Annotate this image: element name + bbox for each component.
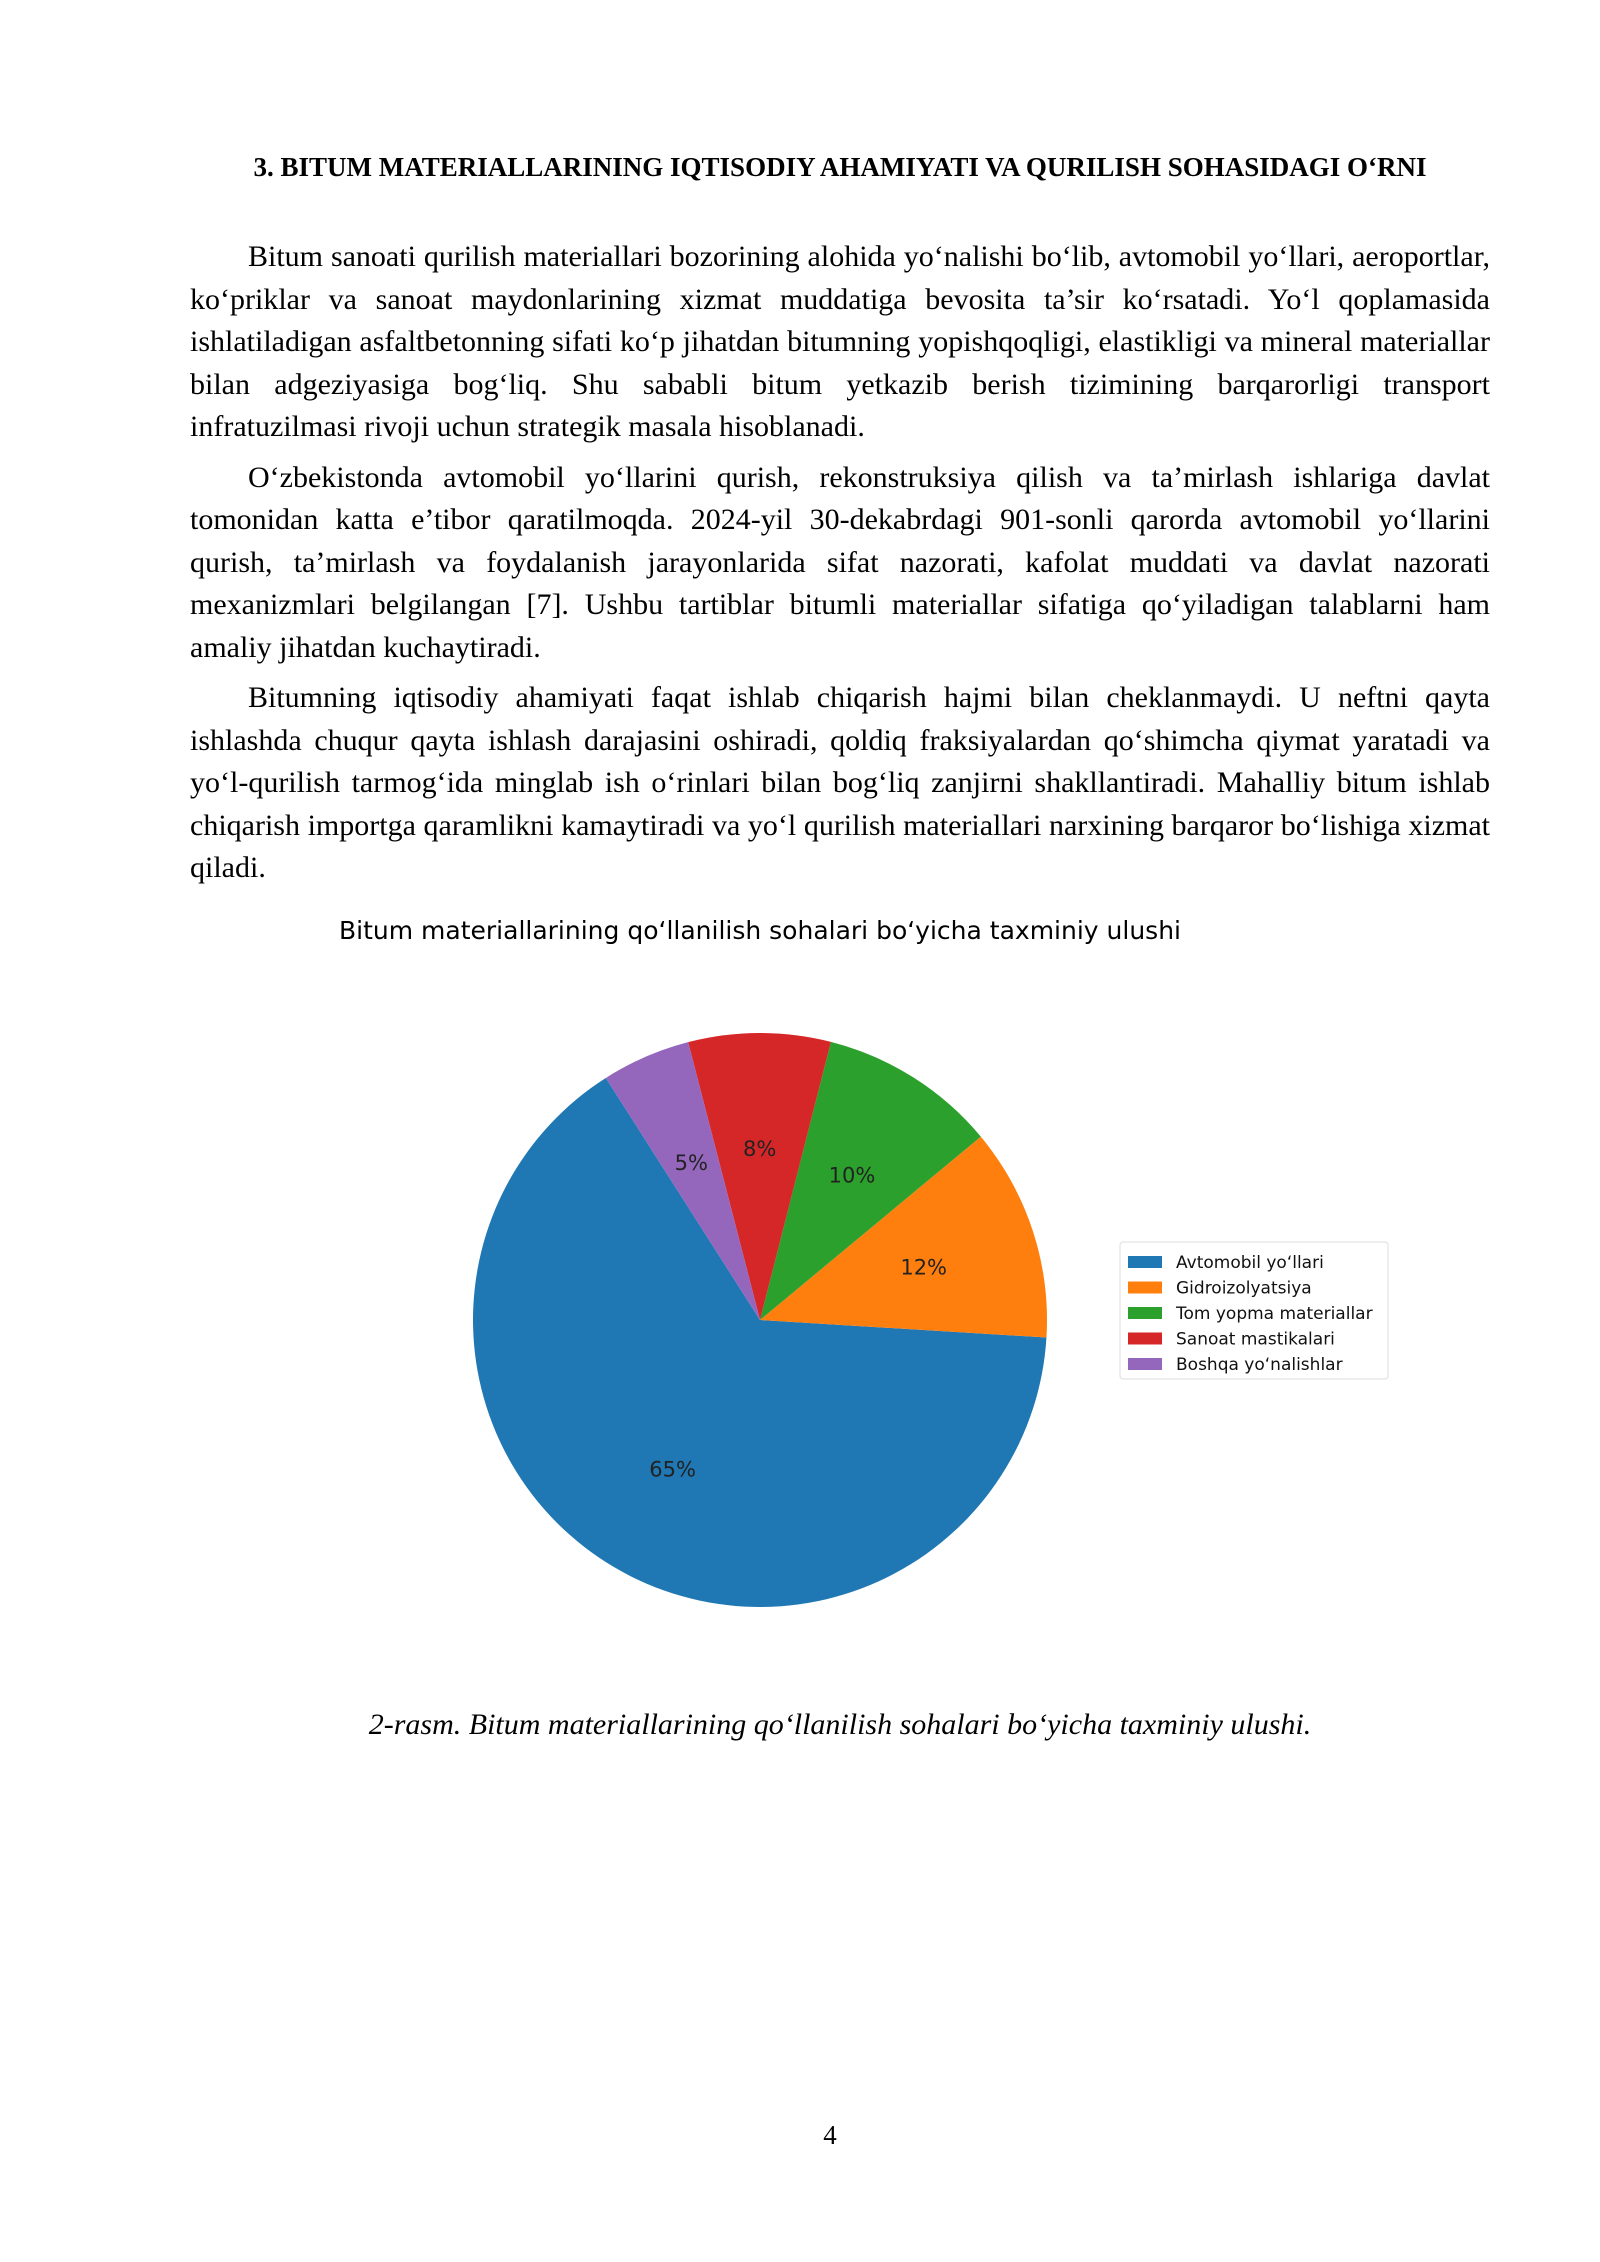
legend-label-4: Sanoat mastikalari (1176, 1329, 1335, 1350)
legend-swatch-4 (1128, 1333, 1162, 1345)
slice-label-1: 65% (649, 1457, 696, 1482)
pie-chart-svg (300, 905, 1420, 1625)
legend-swatch-1 (1128, 1256, 1162, 1268)
paragraph-2: O‘zbekistonda avtomobil yo‘llarini qurish, rekonstruksiya qilish va ta’mirlash ishlariga davlat tomonidan katta e’tibor qaratilmoqda. 2024-yil 30-dekabrdagi 901-sonli qarorda avtomobil yo‘llarini qurish, ta’mirlash va foydalanish jarayonlarida sifat nazorati, kafolat muddati va davlat nazorati mexanizmlari belgilangan [7]. Ushbu tartiblar bitumli materiallar sifatiga qo‘yiladigan talablarni ham amaliy jihatdan kuchaytiradi. (190, 460, 1490, 664)
pie-chart (300, 905, 1420, 1625)
legend-swatch-2 (1128, 1282, 1162, 1294)
page-number: 4 (823, 2120, 837, 2150)
slice-label-5: 5% (674, 1151, 708, 1176)
slice-label-3: 10% (828, 1163, 876, 1188)
legend-label-1: Avtomobil yo‘llari (1176, 1253, 1324, 1273)
slice-label-2: 12% (900, 1255, 948, 1280)
legend-label-5: Boshqa yo‘nalishlar (1176, 1355, 1343, 1375)
chart-legend (1120, 1242, 1388, 1379)
section-heading: 3. BITUM MATERIALLARINING IQTISODIY AHAMIYATI VA QURILISH SOHASIDAGI O‘RNI (253, 152, 1427, 182)
chart-title: Bitum materiallarining qo‘llanilish sohalari bo‘yicha taxminiy ulushi (339, 916, 1181, 945)
figure-caption: 2-rasm. Bitum materiallarining qo‘llanilish sohalari bo‘yicha taxminiy ulushi. (368, 1708, 1312, 1741)
legend-swatch-5 (1128, 1358, 1162, 1370)
paragraph-3: Bitumning iqtisodiy ahamiyati faqat ishlab chiqarish hajmi bilan cheklanmaydi. U neftni qayta ishlashda chuqur qayta ishlash darajasini oshiradi, qoldiq fraksiyalardan qo‘shimcha qiymat yaratadi va yo‘l-qurilish tarmog‘ida minglab ish o‘rinlari bilan bog‘liq zanjirni shakllantiradi. Mahalliy bitum ishlab chiqarish importga qaramlikni kamaytiradi va yo‘l qurilish materiallari narxining barqaror bo‘lishiga xizmat qiladi. (190, 681, 1490, 884)
body-text (190, 236, 1490, 898)
legend-swatch-3 (1128, 1307, 1162, 1319)
paragraph-1: Bitum sanoati qurilish materiallari bozorining alohida yo‘nalishi bo‘lib, avtomobil yo‘llari, aeroportlar, ko‘priklar va sanoat maydonlarining xizmat muddatiga bevosita ta’sir ko‘rsatadi. Yo‘l qoplamasida ishlatiladigan asfaltbetonning sifati ko‘p jihatdan bitumning yopishqoqligi, elastikligi va mineral materiallar bilan adgeziyasiga bog‘liq. Shu sababli bitum yetkazib berish tizimining barqarorligi transport infratuzilmasi rivoji uchun strategik masala hisoblanadi. (190, 240, 1490, 443)
slice-label-4: 8% (743, 1136, 777, 1161)
legend-label-2: Gidroizolyatsiya (1176, 1278, 1312, 1299)
legend-label-3: Tom yopma materiallar (1176, 1304, 1373, 1324)
